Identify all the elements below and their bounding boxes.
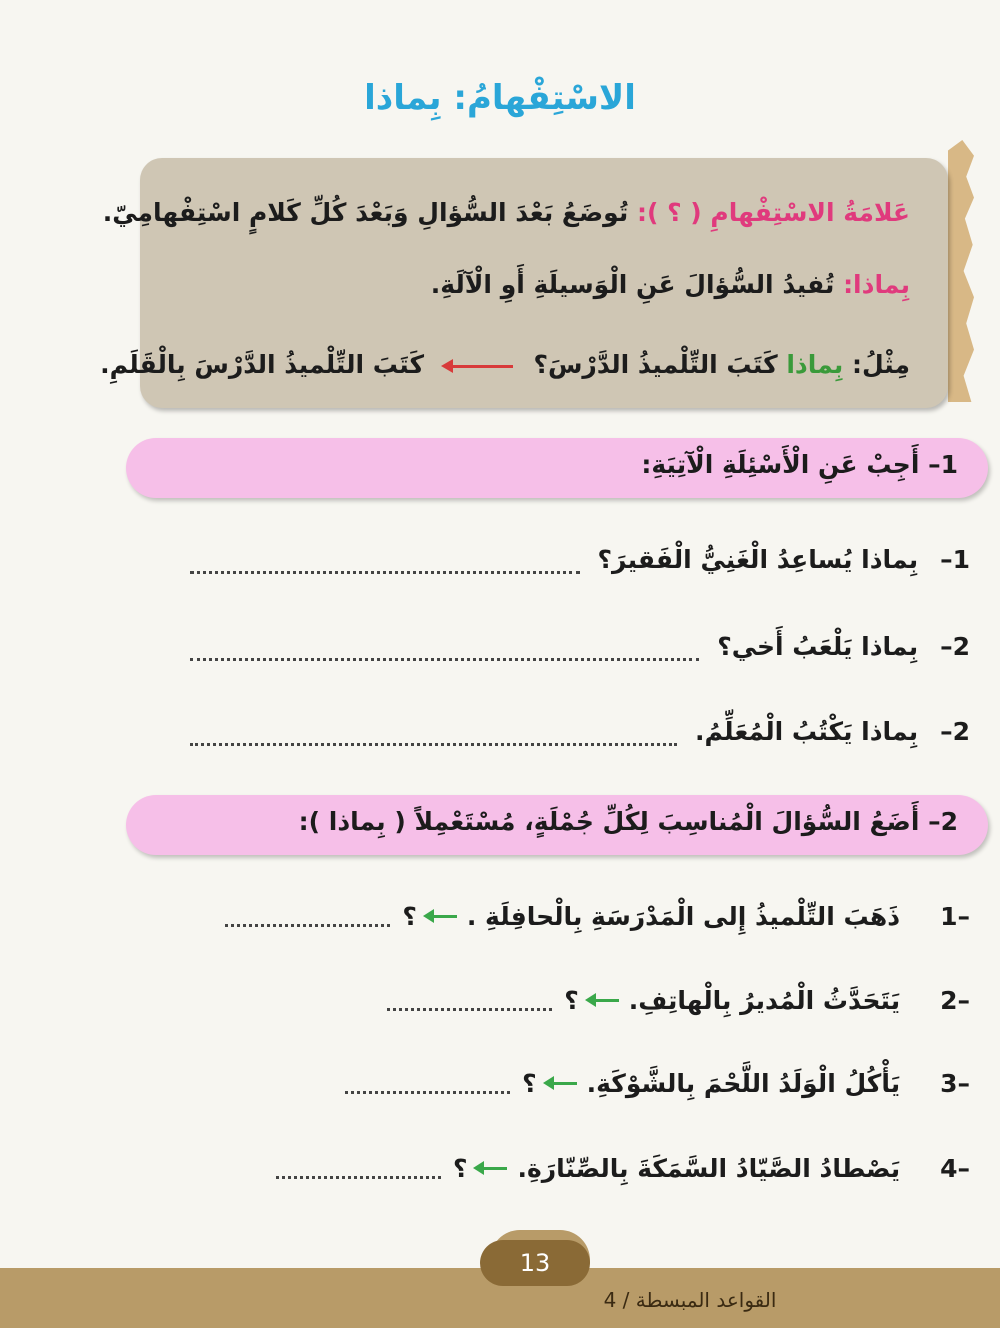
item-number: –1 xyxy=(940,901,970,931)
exercise-2-label: 2– أَضَعُ السُّؤالَ الْمُناسِبَ لِكُلِّ جُمْلَةٍ، مُسْتَعْمِلاً ( بِماذا ): xyxy=(298,807,958,836)
page-title: الاسْتِفْهامُ: بِماذا xyxy=(364,78,636,118)
answer-blank[interactable] xyxy=(190,723,677,746)
rule-line-2 xyxy=(431,270,910,299)
question-mark: ؟ xyxy=(402,901,417,931)
question-mark: ؟ xyxy=(522,1068,537,1098)
green-arrow-icon xyxy=(427,915,457,918)
question-number: 1– xyxy=(940,545,970,574)
rule-key-bimatha: بِماذا: xyxy=(843,270,910,299)
answer-blank[interactable] xyxy=(276,1158,441,1179)
rule-line-example xyxy=(100,350,910,379)
answer-blank[interactable] xyxy=(387,990,552,1011)
question-mark: ؟ xyxy=(564,985,579,1015)
question-number: 2– xyxy=(940,632,970,661)
exercise-2-item-2 xyxy=(160,980,970,1020)
answer-blank[interactable] xyxy=(190,638,699,661)
exercise-2-item-4 xyxy=(160,1148,970,1188)
exercise-2-item-3 xyxy=(160,1063,970,1103)
exercise-1-label: 1– أَجِبْ عَنِ الْأَسْئِلَةِ الْآتِيَةِ: xyxy=(641,450,958,479)
page-number: 13 xyxy=(480,1240,590,1286)
rule-key-question-mark: عَلامَةُ الاسْتِفْهامِ ( ؟ ): xyxy=(636,198,910,227)
question-mark: ؟ xyxy=(452,1153,468,1183)
exercise-1-header xyxy=(126,438,988,498)
green-arrow-icon xyxy=(589,999,619,1002)
red-arrow-icon xyxy=(445,365,513,368)
answer-blank[interactable] xyxy=(345,1073,510,1094)
book-title: القواعد المبسطة / 4 xyxy=(603,1288,777,1312)
rule-line-1 xyxy=(103,198,910,227)
item-number: –4 xyxy=(940,1153,970,1183)
rule-box xyxy=(100,158,948,408)
question-text: بِماذا يُساعِدُ الْغَنِيُّ الْفَقيرَ؟ xyxy=(597,545,919,574)
item-sentence: ذَهَبَ التِّلْميذُ إِلى الْمَدْرَسَةِ بِالْحافِلَةِ . xyxy=(466,901,901,931)
item-sentence: يَصْطادُ الصَّيّادُ السَّمَكَةَ بِالصِّنّارَةِ. xyxy=(517,1153,901,1183)
item-number: –3 xyxy=(940,1068,970,1098)
example-answer: كَتَبَ التِّلْميذُ الدَّرْسَ بِالْقَلَمِ. xyxy=(100,350,424,379)
torn-paper-edge xyxy=(948,140,974,402)
exercise-2-item-1 xyxy=(160,896,970,936)
item-sentence: يَتَحَدَّثُ الْمُديرُ بِالْهاتِفِ. xyxy=(628,985,901,1015)
exercise-1-question-1 xyxy=(190,545,970,581)
item-sentence: يَأْكُلُ الْوَلَدُ اللَّحْمَ بِالشَّوْكَةِ. xyxy=(586,1068,901,1098)
example-question: كَتَبَ التِّلْميذُ الدَّرْسَ؟ xyxy=(533,350,778,379)
exercise-1-question-2 xyxy=(190,632,970,668)
answer-blank[interactable] xyxy=(190,551,580,574)
example-key: بِماذا xyxy=(786,350,844,379)
green-arrow-icon xyxy=(477,1167,507,1170)
exercise-2-header xyxy=(126,795,988,855)
rule-text-question-mark: تُوضَعُ بَعْدَ السُّؤالِ وَبَعْدَ كُلِّ كَلامٍ اسْتِفْهامِيّ. xyxy=(102,198,629,227)
item-number: –2 xyxy=(940,985,970,1015)
answer-blank[interactable] xyxy=(225,906,390,927)
exercise-1-question-3 xyxy=(190,717,970,753)
green-arrow-icon xyxy=(547,1082,577,1085)
question-text: بِماذا يَكْتُبُ الْمُعَلِّمُ. xyxy=(695,717,919,746)
question-text: بِماذا يَلْعَبُ أَخي؟ xyxy=(717,632,919,661)
example-prefix: مِثْلُ: xyxy=(852,350,910,379)
rule-text-bimatha: تُفيدُ السُّؤالَ عَنِ الْوَسيلَةِ أَوِ الْآلَةِ. xyxy=(430,270,835,299)
question-number: 2– xyxy=(940,717,970,746)
